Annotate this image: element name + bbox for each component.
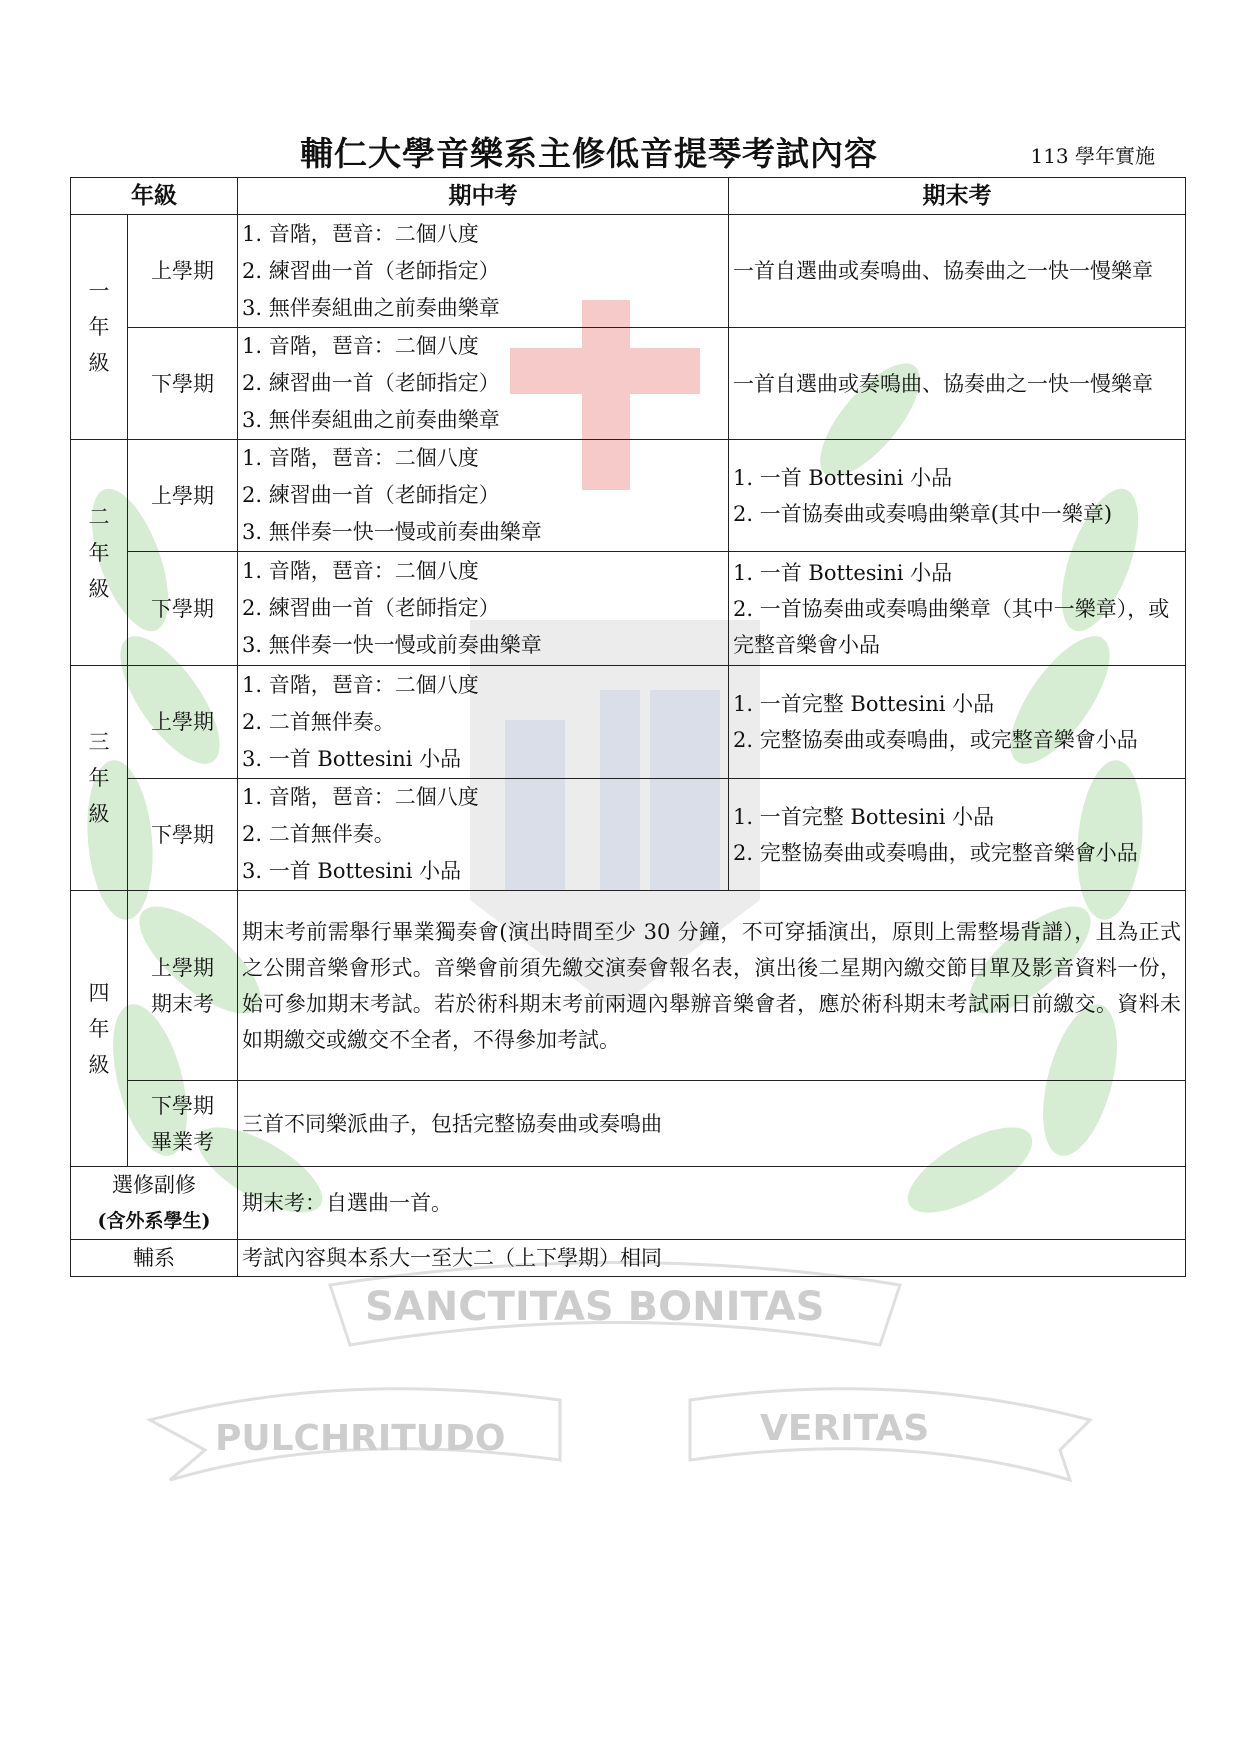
grade-char: 一 bbox=[88, 279, 110, 303]
exam-content-table bbox=[70, 177, 1186, 1277]
midterm-item: 1. 音階，琶音：二個八度 bbox=[242, 559, 479, 583]
header-final: 期末考 bbox=[729, 178, 1186, 215]
midterm-cell bbox=[238, 440, 729, 552]
grade-char: 三 bbox=[88, 730, 110, 754]
final-cell bbox=[729, 440, 1186, 552]
midterm-cell bbox=[238, 779, 729, 891]
midterm-item: 1. 音階，琶音：二個八度 bbox=[242, 672, 479, 697]
final-cell bbox=[729, 666, 1186, 779]
term-label: 上學期 bbox=[128, 666, 238, 779]
grade-cell bbox=[71, 891, 128, 1167]
grade-cell bbox=[71, 215, 128, 440]
table-row bbox=[71, 666, 1186, 779]
final-item: 1. 一首完整 Bottesini 小品 bbox=[733, 804, 995, 829]
term-label bbox=[128, 891, 238, 1081]
final-item: 1. 一首完整 Bottesini 小品 bbox=[733, 692, 995, 716]
midterm-item: 3. 無伴奏一快一慢或前奏曲樂章 bbox=[242, 633, 542, 657]
final-cell bbox=[729, 215, 1186, 328]
term-label bbox=[128, 1081, 238, 1167]
midterm-item: 2. 二首無伴奏。 bbox=[242, 822, 395, 846]
recital-requirement-text: 期末考前需舉行畢業獨奏會(演出時間至少 30 分鐘，不可穿插演出，原則上需整場背譜），且為正式之公開音樂會形式。音樂會前須先繳交演奏會報名表，演出後二星期內繳交節目單及影音資料一份，始可參加期末考試。若於術科期末考前兩週內舉辦音樂會者，應於術科期末考試兩日前繳交。資料未如期繳交或繳交不全者，不得參加考試。 bbox=[238, 891, 1186, 1081]
final-item: 一首自選曲或奏鳴曲、協奏曲之一快一慢樂章 bbox=[733, 371, 1153, 396]
final-cell bbox=[729, 328, 1186, 440]
svg-text:VERITAS: VERITAS bbox=[760, 1408, 930, 1449]
grade-char: 級 bbox=[88, 802, 110, 826]
final-item: 2. 完整協奏曲或奏鳴曲，或完整音樂會小品 bbox=[733, 840, 1138, 865]
final-item: 一首自選曲或奏鳴曲、協奏曲之一快一慢樂章 bbox=[733, 259, 1153, 283]
term-label-line: 期末考 bbox=[151, 991, 214, 1016]
grade-cell bbox=[71, 440, 128, 666]
term-label-line: 畢業考 bbox=[151, 1129, 214, 1154]
term-label-line: 上學期 bbox=[151, 955, 214, 980]
minor-label: 輔系 bbox=[71, 1240, 238, 1277]
table-row bbox=[71, 215, 1186, 328]
term-label: 下學期 bbox=[128, 779, 238, 891]
midterm-item: 1. 音階，琶音：二個八度 bbox=[242, 785, 479, 809]
table-row bbox=[71, 440, 1186, 552]
final-item: 1. 一首 Bottesini 小品 bbox=[733, 560, 953, 585]
final-item: 2. 完整協奏曲或奏鳴曲，或完整音樂會小品 bbox=[733, 728, 1138, 752]
table-row bbox=[71, 779, 1186, 891]
elective-text: 期末考：自選曲一首。 bbox=[238, 1167, 1186, 1240]
midterm-cell bbox=[238, 666, 729, 779]
midterm-cell bbox=[238, 215, 729, 328]
svg-text:PULCHRITUDO: PULCHRITUDO bbox=[215, 1418, 506, 1459]
midterm-cell bbox=[238, 328, 729, 440]
header-grade: 年級 bbox=[71, 178, 238, 215]
term-label: 上學期 bbox=[128, 440, 238, 552]
midterm-item: 2. 練習曲一首（老師指定） bbox=[242, 371, 500, 395]
midterm-item: 3. 一首 Bottesini 小品 bbox=[242, 859, 462, 883]
elective-label: 選修副修 bbox=[112, 1173, 196, 1197]
final-item: 1. 一首 Bottesini 小品 bbox=[733, 465, 953, 490]
midterm-cell bbox=[238, 552, 729, 666]
grade-char: 年 bbox=[88, 315, 110, 339]
term-label: 下學期 bbox=[128, 328, 238, 440]
midterm-item: 1. 音階，琶音：二個八度 bbox=[242, 446, 479, 470]
midterm-item: 1. 音階，琶音：二個八度 bbox=[242, 221, 479, 246]
final-cell bbox=[729, 779, 1186, 891]
final-cell bbox=[729, 552, 1186, 666]
title-row bbox=[70, 128, 1185, 172]
midterm-item: 2. 練習曲一首（老師指定） bbox=[242, 258, 500, 283]
final-item: 2. 一首協奏曲或奏鳴曲樂章(其中一樂章) bbox=[733, 501, 1113, 526]
term-label: 下學期 bbox=[128, 552, 238, 666]
grade-cell bbox=[71, 666, 128, 891]
table-row bbox=[71, 1240, 1186, 1277]
midterm-item: 3. 無伴奏組曲之前奏曲樂章 bbox=[242, 408, 500, 432]
table-header-row bbox=[71, 178, 1186, 215]
midterm-item: 3. 無伴奏組曲之前奏曲樂章 bbox=[242, 295, 500, 320]
minor-text: 考試內容與本系大一至大二（上下學期）相同 bbox=[238, 1240, 1186, 1277]
header-midterm: 期中考 bbox=[238, 178, 729, 215]
midterm-item: 2. 練習曲一首（老師指定） bbox=[242, 483, 500, 507]
table-row bbox=[71, 1167, 1186, 1240]
midterm-item: 2. 二首無伴奏。 bbox=[242, 709, 395, 734]
grade-char: 年 bbox=[88, 1016, 110, 1041]
grade-char: 級 bbox=[88, 351, 110, 375]
final-item: 2. 一首協奏曲或奏鳴曲樂章（其中一樂章），或完整音樂會小品 bbox=[733, 596, 1170, 657]
table-row bbox=[71, 891, 1186, 1081]
grade-char: 二 bbox=[88, 504, 110, 529]
term-label-line: 下學期 bbox=[151, 1093, 214, 1118]
document-title: 輔仁大學音樂系主修低音提琴考試內容 bbox=[300, 134, 878, 173]
grade-char: 四 bbox=[88, 980, 110, 1005]
table-row bbox=[71, 552, 1186, 666]
midterm-item: 3. 無伴奏一快一慢或前奏曲樂章 bbox=[242, 520, 542, 544]
midterm-item: 3. 一首 Bottesini 小品 bbox=[242, 746, 462, 771]
table-row bbox=[71, 1081, 1186, 1167]
academic-year-note: 113 學年實施 bbox=[1030, 144, 1155, 168]
grade-char: 年 bbox=[88, 540, 110, 565]
elective-label-cell bbox=[71, 1167, 238, 1240]
term-label: 上學期 bbox=[128, 215, 238, 328]
svg-text:SANCTITAS BONITAS: SANCTITAS BONITAS bbox=[365, 1284, 825, 1330]
graduation-exam-text: 三首不同樂派曲子，包括完整協奏曲或奏鳴曲 bbox=[238, 1081, 1186, 1167]
grade-char: 級 bbox=[88, 576, 110, 601]
grade-char: 年 bbox=[88, 766, 110, 790]
midterm-item: 1. 音階，琶音：二個八度 bbox=[242, 334, 479, 358]
midterm-item: 2. 練習曲一首（老師指定） bbox=[242, 596, 500, 620]
grade-char: 級 bbox=[88, 1052, 110, 1077]
elective-sublabel: (含外系學生) bbox=[97, 1210, 211, 1232]
table-row bbox=[71, 328, 1186, 440]
